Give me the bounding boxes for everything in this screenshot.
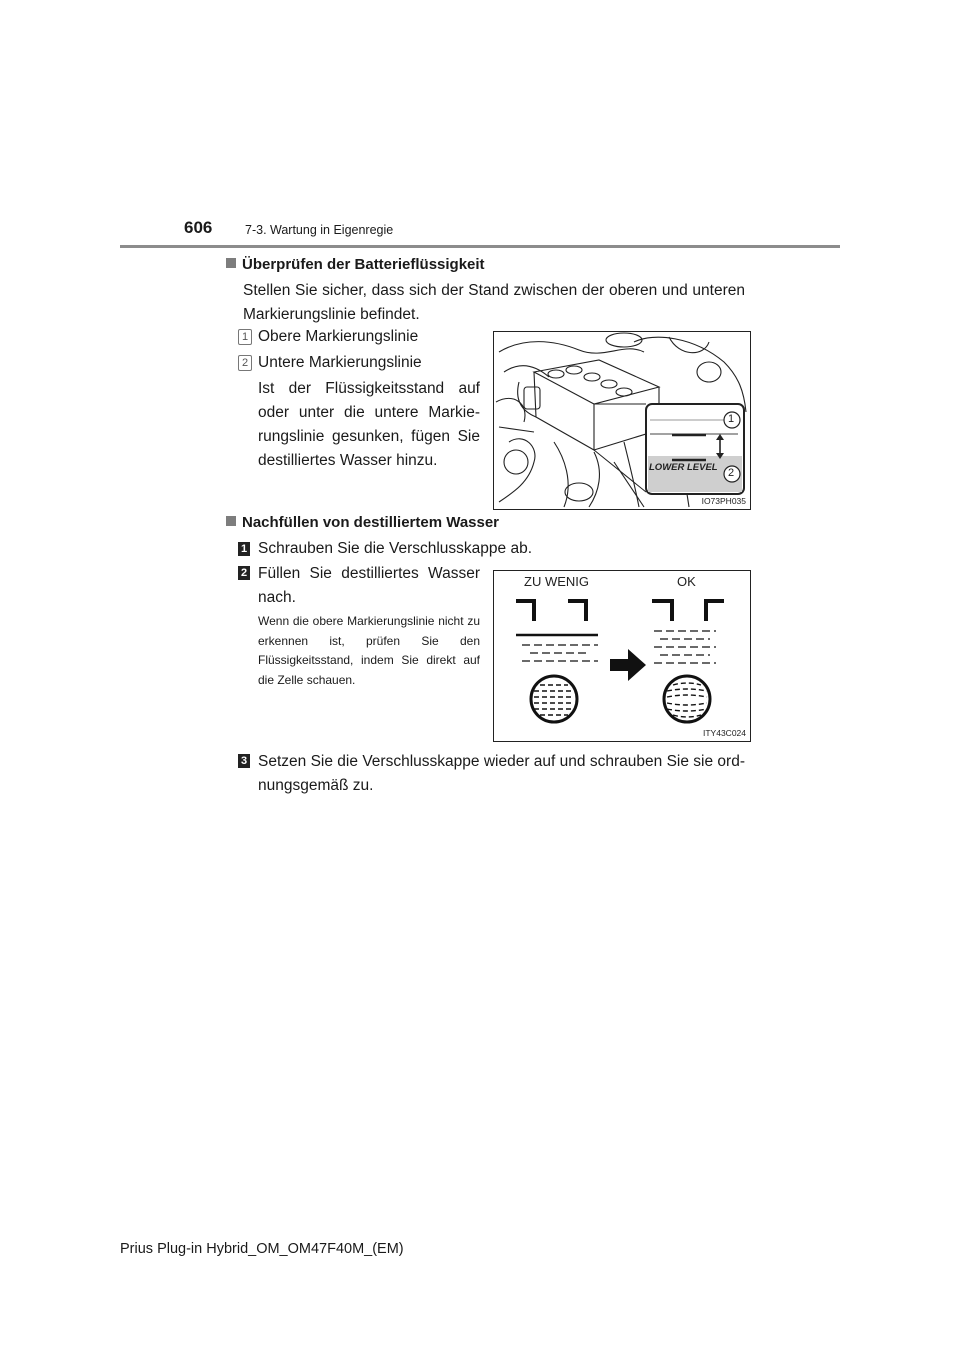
step-2-note: Wenn die obere Markierungslinie nicht zu erkennen ist, prüfen Sie den Flüssigkeitsstand, indem Sie direkt auf die Zelle schauen. <box>258 614 480 687</box>
square-bullet-icon <box>226 258 236 268</box>
figure-code: IO73PH035 <box>701 496 746 506</box>
item-label-lower-line: Untere Markierungslinie <box>258 354 422 371</box>
water-level-figure <box>493 570 751 742</box>
figure-code: ITY43C024 <box>703 728 746 738</box>
item-label-upper-line: Obere Markierungslinie <box>258 328 419 345</box>
water-level-illustration <box>494 571 750 741</box>
lower-level-label: LOWER LEVEL <box>649 462 718 473</box>
step-badge-3: 3 <box>238 754 250 768</box>
battery-figure <box>493 331 751 510</box>
label-too-low: ZU WENIG <box>524 574 589 589</box>
section-heading-battery-fluid <box>226 256 485 273</box>
fluid-level-note: Ist der Flüssigkeitsstand auf oder unter die untere Markie-rungslinie gesunken, fügen Sie destilliertes Wasser hinzu. <box>258 380 480 469</box>
step-text-3: Setzen Sie die Verschlusskappe wieder auf und schrauben Sie sie ord-nungsgemäß zu. <box>258 753 745 794</box>
header-rule <box>120 245 840 248</box>
section-heading-text: Nachfüllen von destilliertem Wasser <box>242 514 500 531</box>
battery-illustration <box>494 332 750 509</box>
callout-number-1: 1 <box>238 329 252 345</box>
step-text-1: Schrauben Sie die Verschlusskappe ab. <box>258 540 533 557</box>
figure-callout-2: 2 <box>728 467 735 479</box>
section-heading-text: Überprüfen der Batterieflüssigkeit <box>242 256 485 273</box>
step-badge-2: 2 <box>238 566 250 580</box>
section-heading-refill <box>226 514 499 531</box>
figure-callout-1: 1 <box>728 413 735 425</box>
step-badge-1: 1 <box>238 542 250 556</box>
page-number: 606 <box>184 218 213 237</box>
section-intro: Stellen Sie sicher, dass sich der Stand zwischen der oberen und unteren Markierungslinie befindet. <box>243 282 745 323</box>
callout-number-2: 2 <box>238 355 252 371</box>
square-bullet-icon <box>226 516 236 526</box>
step-text-2: Füllen Sie destilliertes Wasser nach. <box>258 565 480 606</box>
chapter-title: 7-3. Wartung in Eigenregie <box>245 223 394 237</box>
footer-document-id: Prius Plug-in Hybrid_OM_OM47F40M_(EM) <box>120 1241 404 1257</box>
label-ok: OK <box>677 574 696 589</box>
